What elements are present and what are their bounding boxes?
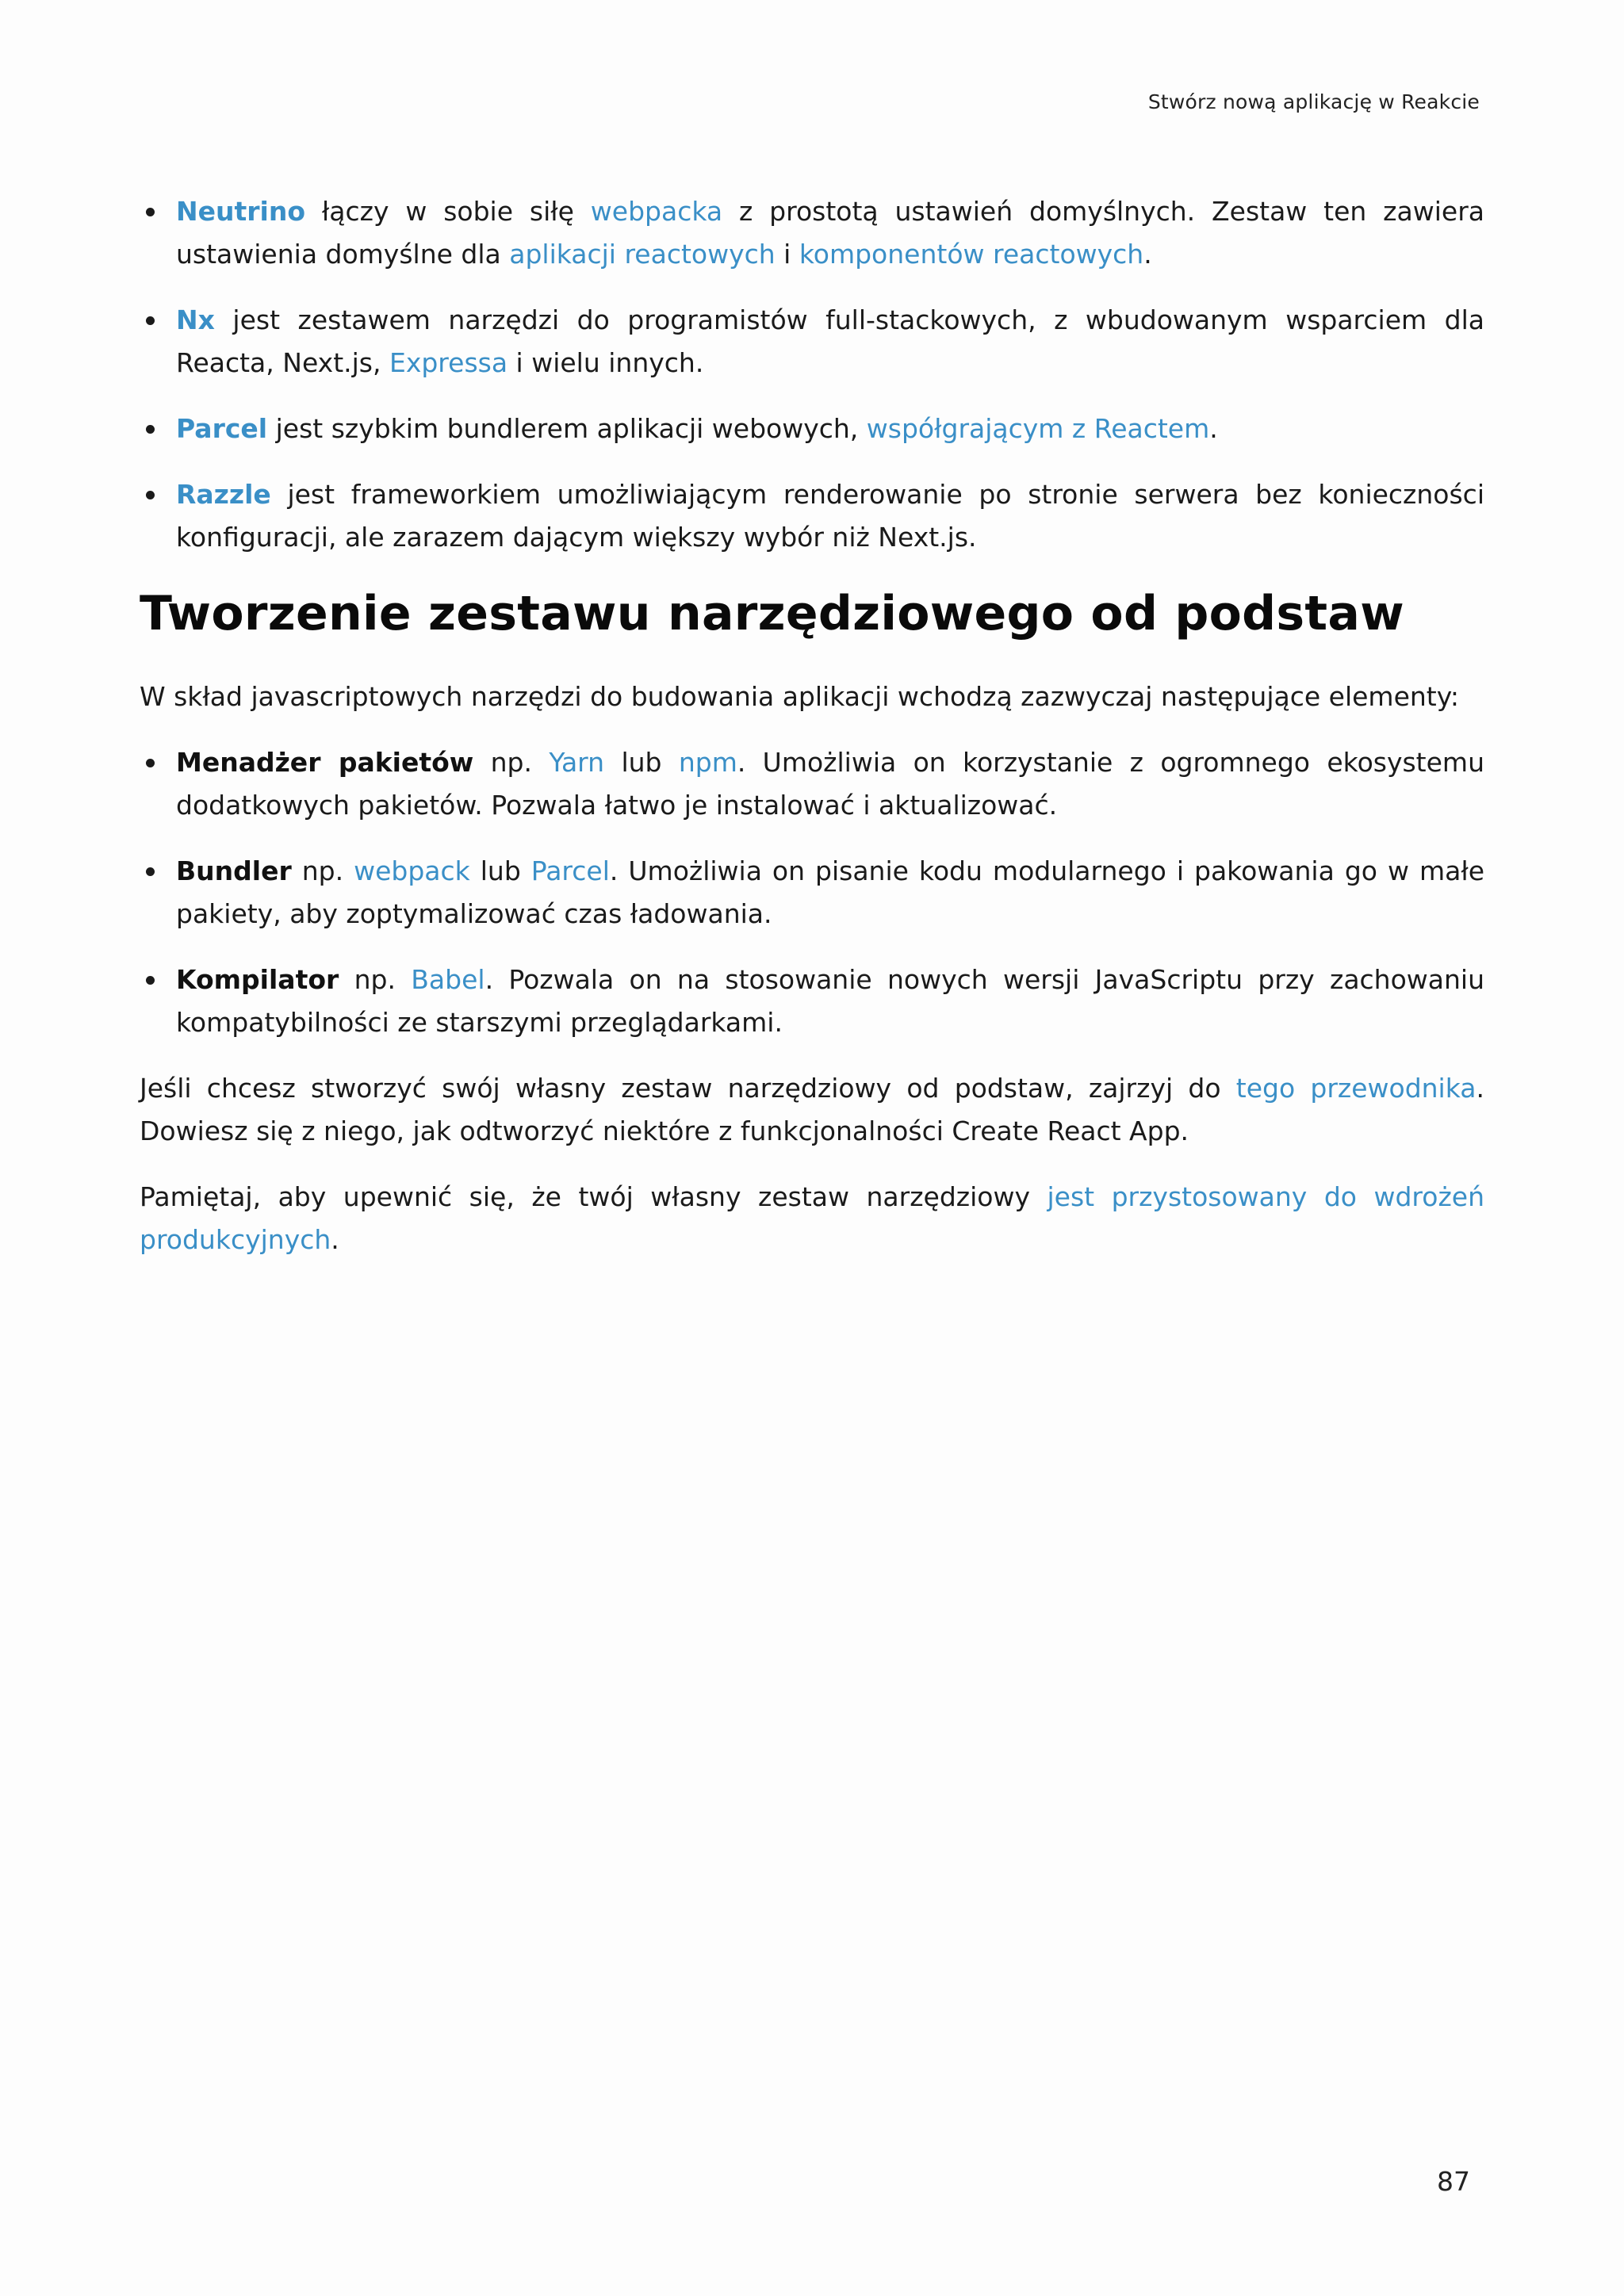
list-item-package-manager: [140, 741, 1484, 827]
guide-link[interactable]: tego przewodnika: [1235, 1073, 1477, 1104]
list-item-razzle: [140, 473, 1484, 559]
text: łączy w sobie siłę: [305, 196, 591, 227]
term: Menadżer pakietów: [176, 747, 474, 778]
text: . Umożliwia on korzystanie z ogromnego ekosystemu dodatkowych pakietów. Pozwala łatwo je instalować i aktualizować.: [176, 747, 1484, 821]
list-item-neutrino: [140, 190, 1484, 276]
razzle-link[interactable]: Razzle: [176, 479, 271, 510]
page-content: [140, 190, 1484, 1284]
text: np.: [339, 964, 412, 995]
react-components-link[interactable]: komponentów reactowych: [799, 239, 1144, 270]
toolchain-list: [140, 190, 1484, 559]
text: Pamiętaj, aby upewnić się, że twój własny zestaw narzędziowy: [140, 1181, 1048, 1212]
text: .: [1143, 239, 1152, 270]
expressa-link[interactable]: Expressa: [389, 347, 508, 378]
elements-list: [140, 741, 1484, 1044]
text: i: [775, 239, 799, 270]
react-apps-link[interactable]: aplikacji reactowych: [509, 239, 776, 270]
text: i wielu innych.: [508, 347, 704, 378]
text: lub: [469, 855, 531, 886]
term: Kompilator: [176, 964, 339, 995]
list-item-compiler: [140, 959, 1484, 1044]
parcel-link[interactable]: Parcel: [176, 413, 268, 444]
list-item-bundler: [140, 850, 1484, 936]
paragraph-guide: [140, 1067, 1484, 1153]
text: jest szybkim bundlerem aplikacji webowych,: [267, 413, 867, 444]
webpack-link[interactable]: webpack: [354, 855, 470, 886]
text: z prostotą ustawień domyślnych. Zestaw ten zawiera ustawienia domyślne dla: [176, 196, 1484, 270]
npm-link[interactable]: npm: [678, 747, 737, 778]
list-item-nx: [140, 299, 1484, 385]
text: . Pozwala on na stosowanie nowych wersji JavaScriptu przy zachowaniu kompatybilności ze starszymi przeglądarkami.: [176, 964, 1484, 1038]
text: .: [1209, 413, 1218, 444]
running-header: Stwórz nową aplikację w Reakcie: [1147, 90, 1480, 113]
parcel-bundler-link[interactable]: Parcel: [530, 855, 610, 886]
yarn-link[interactable]: Yarn: [549, 747, 605, 778]
list-item-parcel: [140, 408, 1484, 450]
section-heading: Tworzenie zestawu narzędziowego od podstaw: [140, 586, 1404, 641]
text: . Dowiesz się z niego, jak odtworzyć niektóre z funkcjonalności Create React App.: [140, 1073, 1484, 1146]
text: lub: [604, 747, 679, 778]
production-link[interactable]: jest przystosowany do wdrożeń produkcyjnych: [140, 1181, 1484, 1255]
page-number: 87: [1437, 2166, 1470, 2197]
neutrino-link[interactable]: Neutrino: [176, 196, 306, 227]
parcel-react-link[interactable]: współgrającym z Reactem: [866, 413, 1210, 444]
nx-link[interactable]: Nx: [176, 304, 215, 335]
text: np.: [473, 747, 550, 778]
section-intro: W skład javascriptowych narzędzi do budowania aplikacji wchodzą zazwyczaj następujące elementy:: [140, 681, 1459, 712]
webpacka-link[interactable]: webpacka: [590, 196, 723, 227]
text: .: [331, 1224, 339, 1255]
term: Bundler: [176, 855, 292, 886]
text: . Umożliwia on pisanie kodu modularnego i pakowania go w małe pakiety, aby zoptymalizować czas ładowania.: [176, 855, 1484, 929]
text: Jeśli chcesz stworzyć swój własny zestaw narzędziowy od podstaw, zajrzyj do: [140, 1073, 1236, 1104]
text: jest frameworkiem umożliwiającym renderowanie po stronie serwera bez konieczności konfiguracji, ale zarazem dającym większy wybór niż Next.js.: [176, 479, 1484, 553]
text: np.: [291, 855, 354, 886]
babel-link[interactable]: Babel: [411, 964, 485, 995]
paragraph-production: [140, 1176, 1484, 1261]
text: jest zestawem narzędzi do programistów full-stackowych, z wbudowanym wsparciem dla Reacta, Next.js,: [176, 304, 1484, 378]
